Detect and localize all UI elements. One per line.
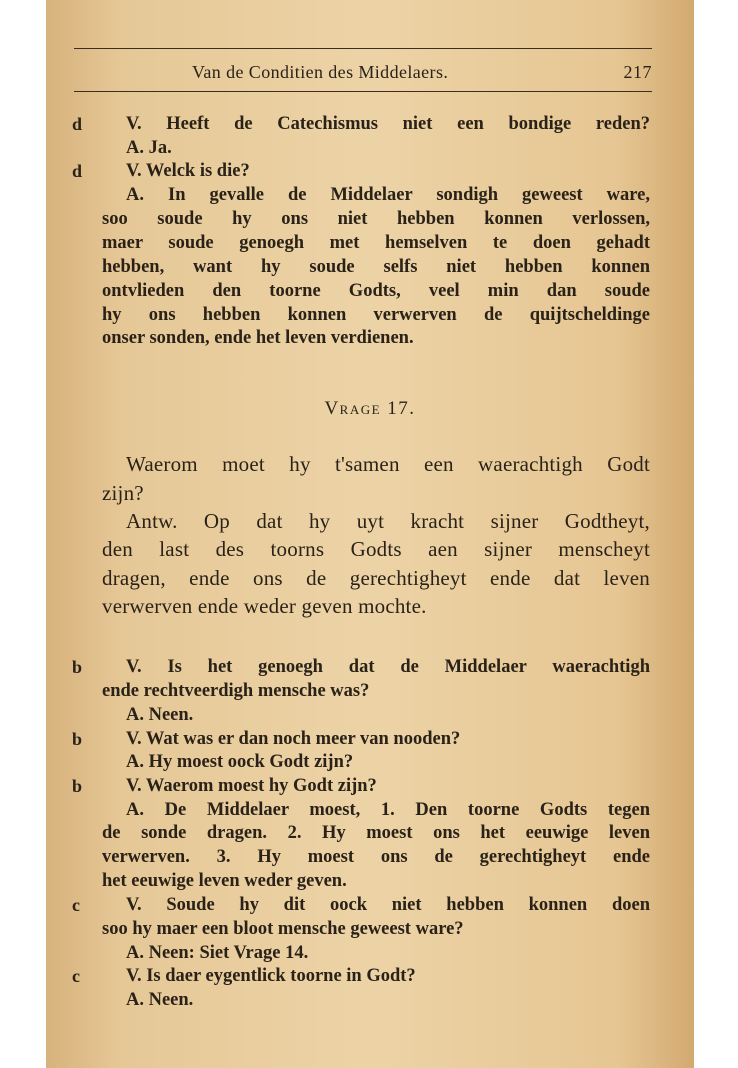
header-title: Van de Conditien des Middelaers.: [192, 62, 449, 82]
text-line: hy ons hebben konnen verwerven de quijtscheldinge: [102, 305, 650, 325]
text-line: Waerom moet hy t'samen een waerachtigh Godt: [126, 452, 650, 476]
margin-marker: c: [72, 966, 80, 986]
text-line: A. Ja.: [126, 138, 172, 158]
text-line: den last des toorns Godts aen sijner menscheyt: [102, 537, 650, 561]
text-line: de sonde dragen. 2. Hy moest ons het eeuwige leven: [102, 823, 650, 843]
text-line: A. In gevalle de Middelaer sondigh geweest ware,: [126, 185, 650, 205]
text-line: V. Is daer eygentlick toorne in Godt?: [126, 966, 416, 986]
text-line: soo soude hy ons niet hebben konnen verlossen,: [102, 209, 650, 229]
text-line: het eeuwige leven weder geven.: [102, 871, 347, 891]
header-top-rule: [74, 48, 652, 49]
text-line: V. Is het genoegh dat de Middelaer waerachtigh: [126, 657, 650, 677]
text-line: hebben, want hy soude selfs niet hebben konnen: [102, 257, 650, 277]
text-line: ontvlieden den toorne Godts, veel min dan soude: [102, 281, 650, 301]
text-line: Antw. Op dat hy uyt kracht sijner Godtheyt,: [126, 509, 650, 533]
margin-marker: d: [72, 161, 83, 181]
margin-marker: b: [72, 657, 83, 677]
text-line: V. Wat was er dan noch meer van nooden?: [126, 729, 461, 749]
text-line: onser sonden, ende het leven verdienen.: [102, 328, 414, 348]
section-heading: Vrage 17.: [324, 398, 416, 419]
text-line: A. Neen: Siet Vrage 14.: [126, 943, 309, 963]
text-line: A. Neen.: [126, 990, 194, 1010]
book-page: [46, 0, 694, 1068]
text-line: dragen, ende ons de gerechtigheyt ende dat leven: [102, 566, 650, 590]
running-header: [74, 62, 652, 84]
text-line: V. Soude hy dit oock niet hebben konnen doen: [126, 895, 650, 915]
text-line: maer soude genoegh met hemselven te doen gehadt: [102, 233, 650, 253]
page-number: 217: [623, 62, 652, 82]
text-line: ende rechtveerdigh mensche was?: [102, 681, 370, 701]
text-line: A. Hy moest oock Godt zijn?: [126, 752, 354, 772]
margin-marker: c: [72, 895, 80, 915]
margin-marker: b: [72, 729, 83, 749]
text-line: soo hy maer een bloot mensche geweest ware?: [102, 919, 464, 939]
text-line: V. Heeft de Catechismus niet een bondige reden?: [126, 114, 650, 134]
text-line: zijn?: [102, 481, 144, 505]
text-line: V. Welck is die?: [126, 161, 250, 181]
text-line: V. Waerom moest hy Godt zijn?: [126, 776, 377, 796]
text-line: verwerven. 3. Hy moest ons de gerechtigheyt ende: [102, 847, 650, 867]
text-line: A. De Middelaer moest, 1. Den toorne Godts tegen: [126, 800, 650, 820]
text-line: A. Neen.: [126, 705, 194, 725]
margin-marker: d: [72, 114, 83, 134]
text-line: verwerven ende weder geven mochte.: [102, 594, 427, 618]
margin-marker: b: [72, 776, 83, 796]
header-bottom-rule: [74, 91, 652, 92]
